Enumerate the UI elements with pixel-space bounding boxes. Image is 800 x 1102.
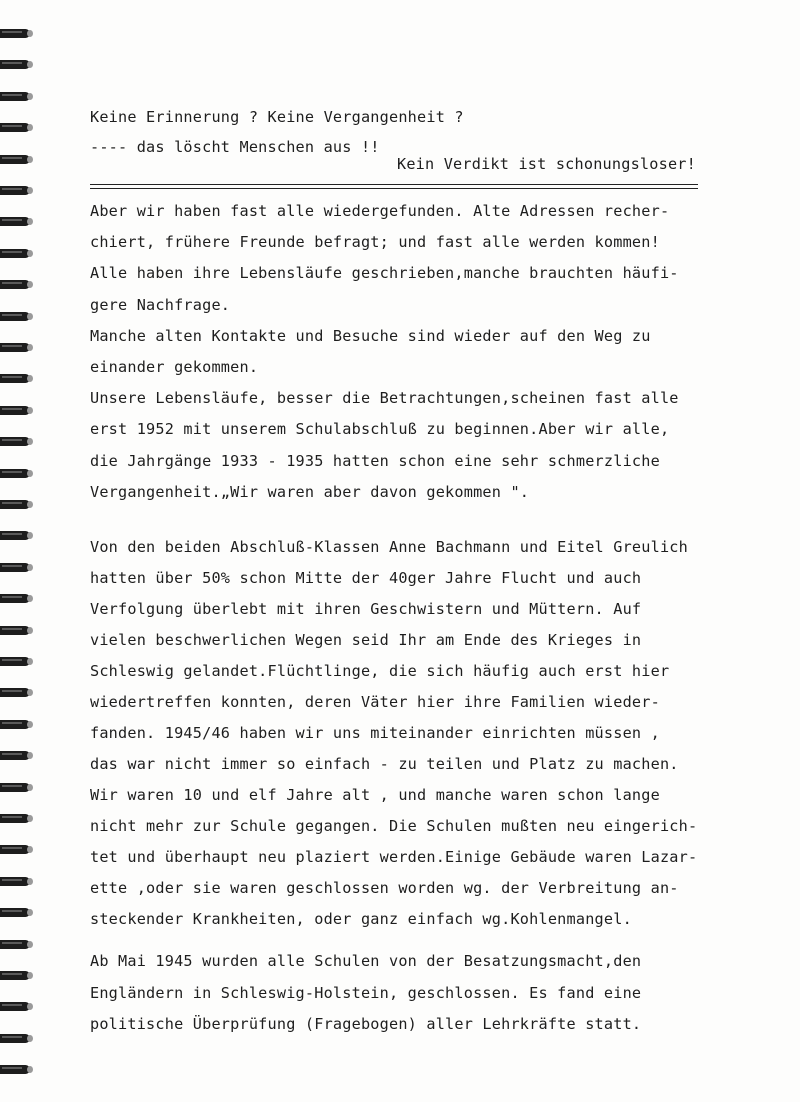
binding-coil [0,874,34,890]
binding-coil [0,1031,34,1047]
text-line: die Jahrgänge 1933 - 1935 hatten schon eine sehr schmerzliche [90,451,660,470]
text-line: Aber wir haben fast alle wiedergefunden. Alte Adressen recher- [90,202,670,220]
text-line: das war nicht immer so einfach - zu teilen und Platz zu machen. [90,755,679,773]
binding-coil [0,26,34,42]
text-line: einander gekommen. [90,358,259,376]
binding-coil [0,685,34,701]
header-divider-top [90,184,698,185]
text-line: gere Nachfrage. [90,295,231,314]
text-line: Manche alten Kontakte und Besuche sind wieder auf den Weg zu [90,326,651,345]
text-line: Verfolgung überlebt mit ihren Geschwistern und Müttern. Auf [90,600,642,618]
text-line: Vergangenheit.„Wir waren aber davon gekommen ". [90,482,530,501]
text-line: Schleswig gelandet.Flüchtlinge, die sich häufig auch erst hier [90,662,670,680]
binding-coil [0,57,34,73]
text-line: steckender Krankheiten, oder ganz einfach wg.Kohlenmangel. [90,910,632,928]
binding-coil [0,623,34,639]
binding-coil [0,560,34,576]
binding-coil [0,1062,34,1078]
text-line: nicht mehr zur Schule gegangen. Die Schulen mußten neu eingerich- [90,817,698,835]
text-line: hatten über 50% schon Mitte der 40ger Jahre Flucht und auch [90,569,642,587]
binding-coil [0,811,34,827]
binding-coil [0,340,34,356]
text-line: fanden. 1945/46 haben wir uns miteinander einrichten müssen , [90,724,660,742]
binding-coil [0,591,34,607]
binding-coil [0,183,34,199]
binding-coil [0,654,34,670]
text-line: Engländern in Schleswig-Holstein, geschlossen. Es fand eine [90,983,642,1002]
header-verdict-line: Kein Verdikt ist schonungsloser! [397,155,696,173]
text-line: Wir waren 10 und elf Jahre alt , und manche waren schon lange [90,786,660,804]
binding-coil [0,371,34,387]
binding-coil [0,717,34,733]
text-line: erst 1952 mit unserem Schulabschluß zu beginnen.Aber wir alle, [90,420,670,439]
binding-coil [0,214,34,230]
header-divider-bottom [90,188,698,189]
binding-coil [0,246,34,262]
binding-coil [0,937,34,953]
header-question-line: Keine Erinnerung ? Keine Vergangenheit ? [90,108,464,126]
binding-coil [0,403,34,419]
text-line: Von den beiden Abschluß-Klassen Anne Bachmann und Eitel Greulich [90,538,688,556]
text-line: Unsere Lebensläufe, besser die Betrachtungen,scheinen fast alle [90,389,679,408]
binding-coil [0,842,34,858]
binding-coil [0,434,34,450]
text-line: Alle haben ihre Lebensläufe geschrieben,manche brauchten häufi- [90,264,679,283]
binding-coil [0,780,34,796]
text-line: vielen beschwerlichen Wegen seid Ihr am Ende des Krieges in [90,631,642,649]
header-statement-line: ---- das löscht Menschen aus !! [90,138,380,156]
binding-coil [0,120,34,136]
text-line: ette ,oder sie waren geschlossen worden wg. der Verbreitung an- [90,879,679,897]
text-line: politische Überprüfung (Fragebogen) aller Lehrkräfte statt. [90,1015,642,1033]
spiral-binding [0,0,42,1102]
binding-coil [0,89,34,105]
binding-coil [0,999,34,1015]
binding-coil [0,497,34,513]
binding-coil [0,748,34,764]
text-line: chiert, frühere Freunde befragt; und fast alle werden kommen! [90,233,660,252]
binding-coil [0,309,34,325]
text-line: wiedertreffen konnten, deren Väter hier ihre Familien wieder- [90,693,660,711]
text-line: Ab Mai 1945 wurden alle Schulen von der Besatzungsmacht,den [90,952,642,970]
binding-coil [0,968,34,984]
binding-coil [0,905,34,921]
text-line: tet und überhaupt neu plaziert werden.Einige Gebäude waren Lazar- [90,848,698,866]
binding-coil [0,528,34,544]
binding-coil [0,277,34,293]
binding-coil [0,466,34,482]
binding-coil [0,152,34,168]
